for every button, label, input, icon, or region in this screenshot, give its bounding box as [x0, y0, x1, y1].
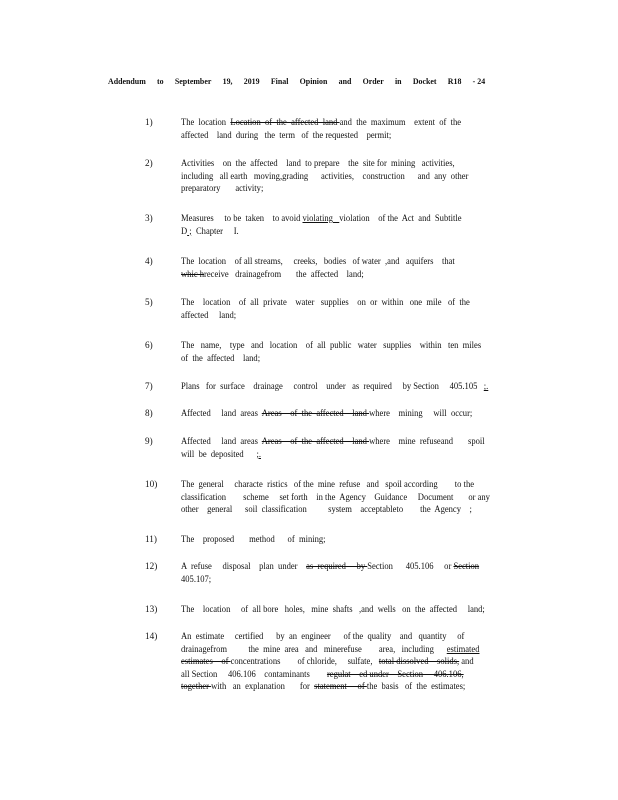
text-segment: and [459, 656, 474, 667]
text-line [181, 407, 516, 420]
text-line [181, 491, 516, 504]
text-line [181, 268, 516, 281]
item-number: 2) [145, 158, 153, 168]
text-segment: concentrations of chloride, sulfate, [230, 656, 379, 667]
text-segment: other general soil classification system acceptableto the Agency ; [181, 504, 472, 515]
deleted-text: Section [453, 561, 480, 571]
text-line [181, 668, 516, 681]
text-segment: The location of all private water supplies on or within one mile of the [181, 297, 470, 307]
deleted-text: as required by [306, 561, 368, 571]
text-line [181, 573, 516, 586]
text-segment: Plans for surface drainage control under as required by Section 405.105 [181, 381, 484, 391]
text-line [181, 603, 516, 616]
item-number: 7) [145, 381, 153, 391]
text-line [181, 478, 516, 491]
item-text [181, 603, 541, 616]
text-segment: of the affected land; [181, 352, 261, 363]
text-line [181, 296, 516, 309]
deleted-text: total dissolved solids, [378, 656, 460, 667]
item-number: 8) [145, 408, 153, 418]
text-segment: The general characte ristics of the mine refuse and spoil according to the [181, 479, 475, 489]
item-text [181, 255, 541, 280]
text-segment: and the maximum extent of the [339, 117, 462, 127]
item-text [181, 478, 541, 516]
deleted-text: statement of [314, 681, 367, 692]
text-segment: The location of all bore holes, mine shafts ,and wells on the affected land; [181, 604, 485, 614]
item-text [181, 157, 541, 195]
text-line [181, 339, 516, 352]
item-text [181, 630, 541, 693]
text-segment: where mine refuseand spoil [369, 436, 485, 446]
header-word: R18 [447, 76, 462, 86]
item-text [181, 116, 541, 141]
text-segment: Affected land areas [181, 436, 262, 446]
text-segment: classification scheme set forth in the Agency Guidance Document or any [181, 491, 490, 502]
text-line [181, 352, 516, 365]
text-line [181, 212, 516, 225]
text-line [181, 655, 516, 668]
text-line [181, 680, 516, 693]
text-segment: D [181, 225, 188, 236]
header-word: 2019 [243, 76, 260, 86]
text-segment: An estimate certified by an engineer of the quality and quantity of [181, 631, 465, 641]
header-word: Opinion [299, 76, 328, 86]
text-line [181, 533, 516, 546]
inserted-text: ;. [256, 448, 261, 459]
text-line [181, 560, 516, 573]
header-word: in [394, 76, 402, 86]
text-segment: violation of the Act and Subtitle [339, 213, 462, 223]
text-segment: Affected land areas [181, 408, 262, 418]
inserted-text: estimated [446, 643, 480, 654]
item-number: 14) [145, 631, 158, 641]
text-segment: affected land during the term of the requested permit; [181, 129, 392, 140]
item-number: 13) [145, 604, 158, 614]
inserted-text: violating [302, 213, 340, 223]
text-segment: Activities on the affected land to prepare the site for mining activities, [181, 158, 455, 168]
deleted-text: whic h [181, 268, 205, 279]
text-line [181, 129, 516, 142]
header-word: September [174, 76, 212, 86]
header-word: Final [270, 76, 289, 86]
item-text [181, 560, 541, 585]
item-number: 3) [145, 213, 153, 223]
text-line [181, 170, 516, 183]
header-word: to [157, 76, 164, 86]
item-text [181, 296, 541, 321]
item-number: 11) [145, 534, 157, 544]
text-line [181, 225, 516, 238]
deleted-text: together [181, 681, 212, 692]
document-header [108, 76, 485, 86]
inserted-text: ; [187, 225, 192, 236]
item-number: 10) [145, 479, 158, 489]
item-number: 4) [145, 256, 153, 266]
item-text [181, 212, 541, 237]
text-segment: preparatory activity; [181, 183, 264, 194]
text-line [181, 630, 516, 643]
text-segment: 405.107; [181, 573, 212, 584]
header-word: 19, [222, 76, 233, 86]
text-line [181, 380, 516, 393]
text-segment: A refuse disposal plan under [181, 561, 307, 571]
text-line [181, 643, 516, 656]
item-text [181, 407, 541, 420]
text-segment: Measures to be taken to avoid [181, 213, 303, 223]
text-segment: where mining will occur; [369, 408, 473, 418]
text-line [181, 182, 516, 195]
text-segment: receive drainagefrom the affected land; [204, 268, 364, 279]
text-line [181, 435, 516, 448]
text-segment: drainagefrom the mine area and minerefuse area, including [181, 643, 447, 654]
deleted-text: Areas of the affected land [261, 436, 370, 446]
header-word: and [338, 76, 352, 86]
text-line [181, 255, 516, 268]
text-line [181, 503, 516, 516]
item-number: 1) [145, 117, 153, 127]
inserted-text: ;. [483, 381, 489, 391]
deleted-text: regulat ed under Section 406.106, [326, 668, 464, 679]
item-text [181, 435, 541, 460]
text-segment: the basis of the estimates; [366, 681, 466, 692]
text-segment: The location [181, 117, 231, 127]
item-number: 6) [145, 340, 153, 350]
text-segment: including all earth moving,grading activities, construction and any other [181, 170, 469, 181]
text-segment: will be deposited [181, 448, 257, 459]
text-line [181, 448, 516, 461]
item-number: 9) [145, 436, 153, 446]
header-word: Addendum [108, 76, 146, 86]
text-segment: with an explanation for [211, 681, 315, 692]
text-segment: The proposed method of mining; [181, 534, 326, 544]
text-segment: The name, type and location of all public water supplies within ten miles [181, 340, 482, 350]
item-number: 12) [145, 561, 158, 571]
text-segment: affected land; [181, 309, 237, 320]
header-word: Order [362, 76, 384, 86]
text-segment: Section 405.106 or [367, 561, 454, 571]
text-segment: all Section 406.106 contaminants [181, 668, 327, 679]
deleted-text: estimates of [181, 656, 231, 667]
text-line [181, 116, 516, 129]
text-segment: Chapter I. [191, 225, 239, 236]
item-number: 5) [145, 297, 153, 307]
item-text [181, 533, 541, 546]
text-segment: The location of all streams, creeks, bodies of water ,and aquifers that [181, 256, 455, 266]
header-word: - 24 [472, 76, 486, 86]
item-text [181, 380, 541, 393]
text-line [181, 309, 516, 322]
item-text [181, 339, 541, 364]
header-word: Docket [412, 76, 437, 86]
deleted-text: Location of the affected land [230, 117, 340, 127]
deleted-text: Areas of the affected land [261, 408, 370, 418]
text-line [181, 157, 516, 170]
